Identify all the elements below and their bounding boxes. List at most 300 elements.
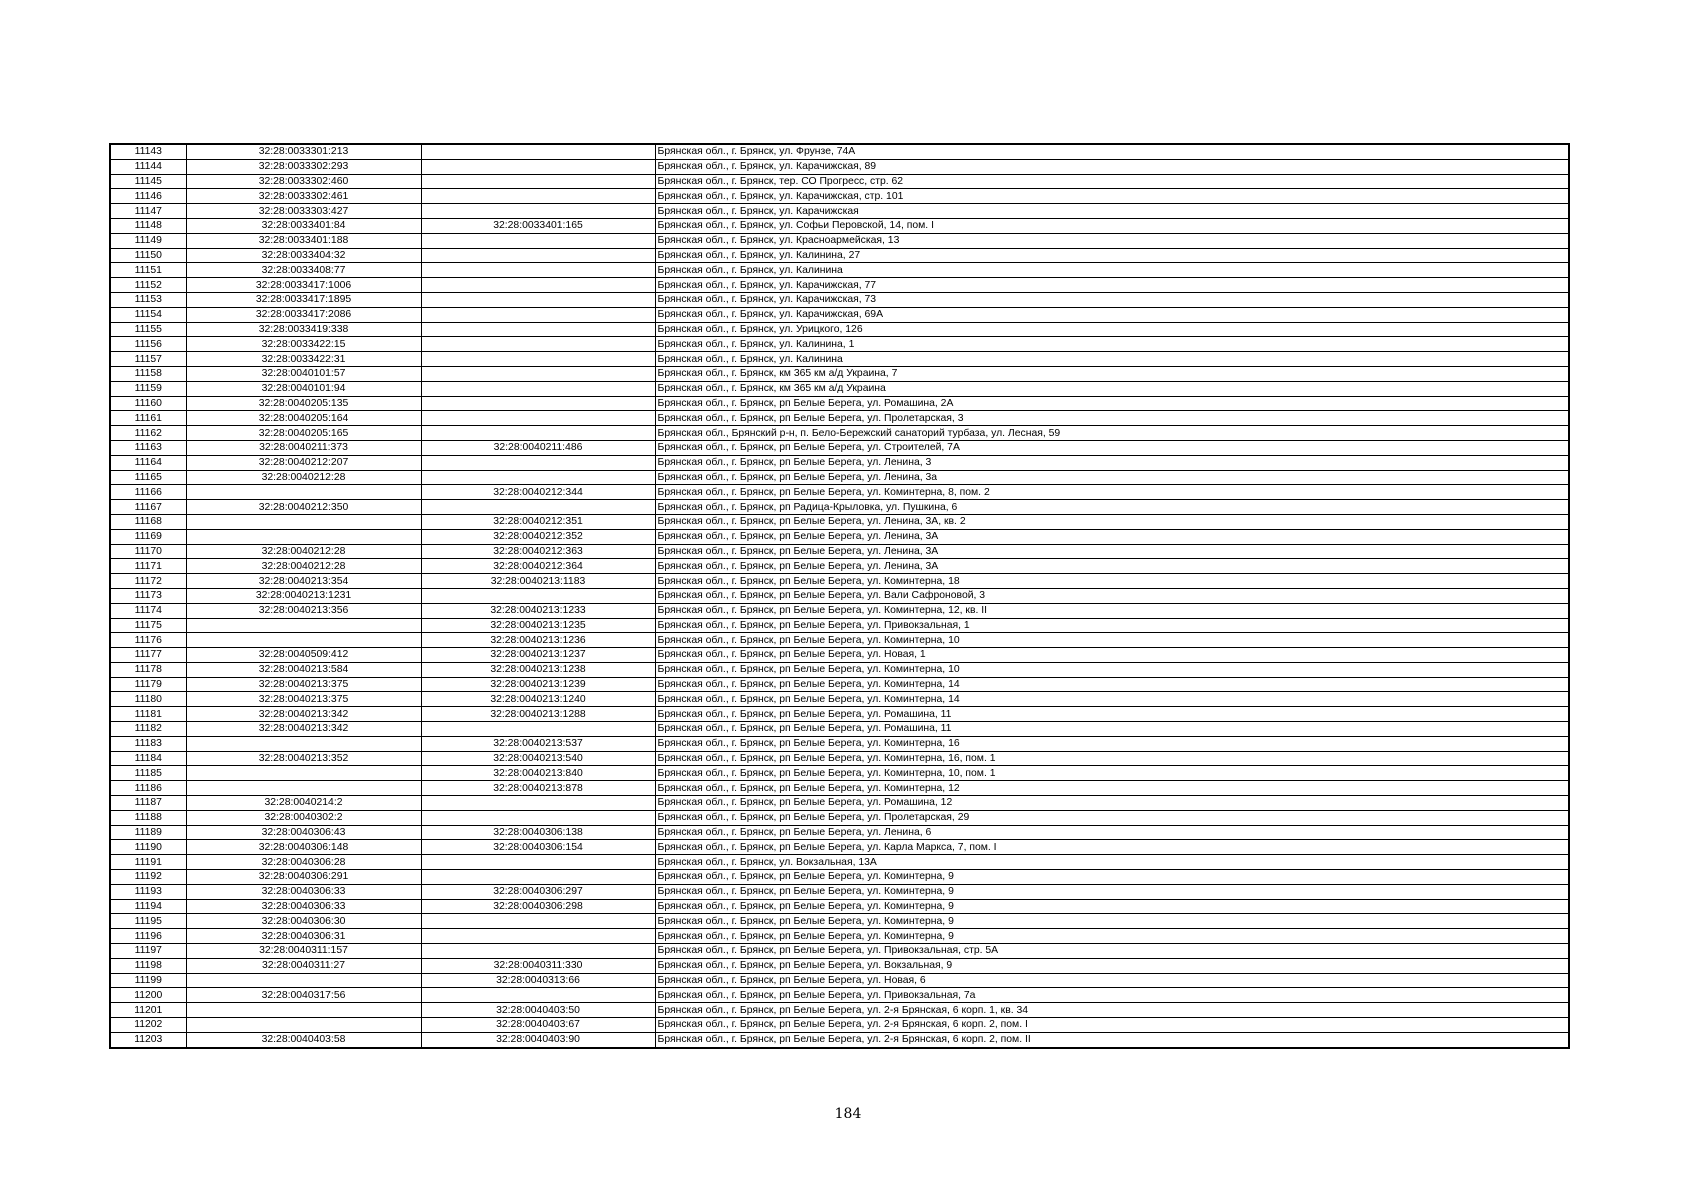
row-number-cell: 11173 — [110, 588, 186, 603]
row-number-cell: 11196 — [110, 929, 186, 944]
cadastral-number-cell: 32:28:0033401:84 — [186, 218, 421, 233]
table-row — [110, 514, 1569, 529]
address-cell: Брянская обл., г. Брянск, рп Белые Берега, ул. Ленина, 3А — [655, 559, 1569, 574]
table-row — [110, 263, 1569, 278]
related-cadastral-number-cell — [421, 144, 655, 159]
address-cell: Брянская обл., г. Брянск, ул. Карачижская, 73 — [655, 292, 1569, 307]
address-cell: Брянская обл., г. Брянск, рп Белые Берега, ул. Коминтерна, 10, пом. 1 — [655, 766, 1569, 781]
row-number-cell: 11156 — [110, 337, 186, 352]
related-cadastral-number-cell — [421, 855, 655, 870]
row-number-cell: 11192 — [110, 870, 186, 885]
related-cadastral-number-cell — [421, 189, 655, 204]
cadastral-number-cell: 32:28:0040213:342 — [186, 722, 421, 737]
row-number-cell: 11154 — [110, 307, 186, 322]
row-number-cell: 11178 — [110, 662, 186, 677]
row-number-cell: 11203 — [110, 1032, 186, 1047]
address-cell: Брянская обл., г. Брянск, рп Белые Берега, ул. Ленина, 3А — [655, 529, 1569, 544]
table-row — [110, 588, 1569, 603]
table-row — [110, 618, 1569, 633]
related-cadastral-number-cell — [421, 278, 655, 293]
related-cadastral-number-cell — [421, 233, 655, 248]
cadastral-number-cell: 32:28:0040214:2 — [186, 796, 421, 811]
address-cell: Брянская обл., г. Брянск, рп Белые Берега, ул. Карла Маркса, 7, пом. I — [655, 840, 1569, 855]
cadastral-number-cell: 32:28:0040212:28 — [186, 559, 421, 574]
related-cadastral-number-cell — [421, 722, 655, 737]
related-cadastral-number-cell: 32:28:0040306:298 — [421, 899, 655, 914]
row-number-cell: 11162 — [110, 426, 186, 441]
row-number-cell: 11202 — [110, 1018, 186, 1033]
cadastral-number-cell: 32:28:0040213:1231 — [186, 588, 421, 603]
table-row — [110, 944, 1569, 959]
table-row — [110, 825, 1569, 840]
cadastral-number-cell — [186, 736, 421, 751]
related-cadastral-number-cell — [421, 337, 655, 352]
cadastral-number-cell: 32:28:0040212:207 — [186, 455, 421, 470]
address-cell: Брянская обл., г. Брянск, рп Белые Берега, ул. Коминтерна, 12 — [655, 781, 1569, 796]
address-cell: Брянская обл., г. Брянск, рп Белые Берега, ул. Ромашина, 11 — [655, 722, 1569, 737]
cadastral-number-cell: 32:28:0040306:31 — [186, 929, 421, 944]
table-row — [110, 189, 1569, 204]
row-number-cell: 11160 — [110, 396, 186, 411]
related-cadastral-number-cell — [421, 988, 655, 1003]
related-cadastral-number-cell: 32:28:0040313:66 — [421, 973, 655, 988]
related-cadastral-number-cell: 32:28:0040403:50 — [421, 1003, 655, 1018]
address-cell: Брянская обл., г. Брянск, рп Белые Берега, ул. Коминтерна, 9 — [655, 914, 1569, 929]
related-cadastral-number-cell — [421, 944, 655, 959]
row-number-cell: 11191 — [110, 855, 186, 870]
address-cell: Брянская обл., г. Брянск, рп Белые Берега, ул. Коминтерна, 16 — [655, 736, 1569, 751]
address-cell: Брянская обл., г. Брянск, рп Белые Берега, ул. Ромашина, 12 — [655, 796, 1569, 811]
related-cadastral-number-cell — [421, 810, 655, 825]
row-number-cell: 11197 — [110, 944, 186, 959]
cadastral-number-cell — [186, 514, 421, 529]
cadastral-number-cell: 32:28:0040306:33 — [186, 884, 421, 899]
related-cadastral-number-cell: 32:28:0040306:154 — [421, 840, 655, 855]
cadastral-number-cell: 32:28:0040306:33 — [186, 899, 421, 914]
related-cadastral-number-cell — [421, 322, 655, 337]
cadastral-number-cell: 32:28:0040205:164 — [186, 411, 421, 426]
cadastral-number-cell: 32:28:0033401:188 — [186, 233, 421, 248]
page-number: 184 — [834, 1106, 862, 1122]
related-cadastral-number-cell: 32:28:0040212:363 — [421, 544, 655, 559]
cadastral-number-cell: 32:28:0033301:213 — [186, 144, 421, 159]
address-cell: Брянская обл., г. Брянск, ул. Калинина, 27 — [655, 248, 1569, 263]
row-number-cell: 11169 — [110, 529, 186, 544]
related-cadastral-number-cell — [421, 159, 655, 174]
table-row — [110, 337, 1569, 352]
related-cadastral-number-cell: 32:28:0040306:138 — [421, 825, 655, 840]
table-row — [110, 988, 1569, 1003]
table-row — [110, 307, 1569, 322]
row-number-cell: 11193 — [110, 884, 186, 899]
address-cell: Брянская обл., г. Брянск, рп Белые Берега, ул. Вокзальная, 9 — [655, 958, 1569, 973]
cadastral-number-cell: 32:28:0040212:28 — [186, 470, 421, 485]
row-number-cell: 11159 — [110, 381, 186, 396]
address-cell: Брянская обл., г. Брянск, рп Белые Берега, ул. Привокзальная, стр. 5А — [655, 944, 1569, 959]
table-row — [110, 796, 1569, 811]
table-row — [110, 736, 1569, 751]
related-cadastral-number-cell — [421, 396, 655, 411]
address-cell: Брянская обл., Брянский р-н, п. Бело-Бережский санаторий турбаза, ул. Лесная, 59 — [655, 426, 1569, 441]
cadastral-number-cell — [186, 633, 421, 648]
cadastral-number-cell: 32:28:0033422:15 — [186, 337, 421, 352]
cadastral-number-cell: 32:28:0033302:293 — [186, 159, 421, 174]
table-row — [110, 411, 1569, 426]
row-number-cell: 11180 — [110, 692, 186, 707]
address-cell: Брянская обл., г. Брянск, рп Белые Берега, ул. 2-я Брянская, 6 корп. 2, пом. II — [655, 1032, 1569, 1047]
related-cadastral-number-cell — [421, 204, 655, 219]
cadastral-number-cell — [186, 766, 421, 781]
row-number-cell: 11194 — [110, 899, 186, 914]
address-cell: Брянская обл., г. Брянск, рп Белые Берега, ул. Новая, 1 — [655, 648, 1569, 663]
cadastral-number-cell: 32:28:0040509:412 — [186, 648, 421, 663]
table-row — [110, 278, 1569, 293]
related-cadastral-number-cell — [421, 381, 655, 396]
address-cell: Брянская обл., г. Брянск, рп Белые Берега, ул. Коминтерна, 10 — [655, 633, 1569, 648]
row-number-cell: 11143 — [110, 144, 186, 159]
address-cell: Брянская обл., г. Брянск, рп Белые Берега, ул. Коминтерна, 14 — [655, 692, 1569, 707]
table-row — [110, 352, 1569, 367]
row-number-cell: 11182 — [110, 722, 186, 737]
cadastral-number-cell: 32:28:0040213:354 — [186, 574, 421, 589]
related-cadastral-number-cell: 32:28:0040213:1183 — [421, 574, 655, 589]
row-number-cell: 11172 — [110, 574, 186, 589]
cadastral-number-cell: 32:28:0040212:28 — [186, 544, 421, 559]
table-row — [110, 440, 1569, 455]
related-cadastral-number-cell — [421, 263, 655, 278]
cadastral-number-cell: 32:28:0040205:165 — [186, 426, 421, 441]
address-cell: Брянская обл., г. Брянск, рп Белые Берега, ул. Коминтерна, 9 — [655, 899, 1569, 914]
table-row — [110, 470, 1569, 485]
address-cell: Брянская обл., г. Брянск, рп Белые Берега, ул. Привокзальная, 1 — [655, 618, 1569, 633]
registry-table — [109, 143, 1570, 1049]
row-number-cell: 11177 — [110, 648, 186, 663]
related-cadastral-number-cell — [421, 870, 655, 885]
row-number-cell: 11200 — [110, 988, 186, 1003]
row-number-cell: 11189 — [110, 825, 186, 840]
row-number-cell: 11195 — [110, 914, 186, 929]
address-cell: Брянская обл., г. Брянск, ул. Калинина — [655, 352, 1569, 367]
address-cell: Брянская обл., г. Брянск, тер. СО Прогресс, стр. 62 — [655, 174, 1569, 189]
related-cadastral-number-cell: 32:28:0033401:165 — [421, 218, 655, 233]
address-cell: Брянская обл., г. Брянск, рп Белые Берега, ул. Коминтерна, 10 — [655, 662, 1569, 677]
table-row — [110, 248, 1569, 263]
cadastral-number-cell: 32:28:0040306:148 — [186, 840, 421, 855]
table-row — [110, 426, 1569, 441]
related-cadastral-number-cell: 32:28:0040213:1239 — [421, 677, 655, 692]
address-cell: Брянская обл., г. Брянск, ул. Карачижская, 69А — [655, 307, 1569, 322]
cadastral-number-cell — [186, 618, 421, 633]
table-row — [110, 233, 1569, 248]
registry-table-body — [110, 144, 1569, 1048]
table-row — [110, 529, 1569, 544]
related-cadastral-number-cell: 32:28:0040213:540 — [421, 751, 655, 766]
table-row — [110, 292, 1569, 307]
cadastral-number-cell: 32:28:0040317:56 — [186, 988, 421, 1003]
address-cell: Брянская обл., г. Брянск, ул. Калинина — [655, 263, 1569, 278]
cadastral-number-cell: 32:28:0040213:375 — [186, 692, 421, 707]
related-cadastral-number-cell: 32:28:0040211:486 — [421, 440, 655, 455]
address-cell: Брянская обл., г. Брянск, рп Белые Берега, ул. Новая, 6 — [655, 973, 1569, 988]
cadastral-number-cell: 32:28:0033404:32 — [186, 248, 421, 263]
cadastral-number-cell — [186, 1003, 421, 1018]
row-number-cell: 11163 — [110, 440, 186, 455]
row-number-cell: 11155 — [110, 322, 186, 337]
row-number-cell: 11190 — [110, 840, 186, 855]
cadastral-number-cell — [186, 973, 421, 988]
cadastral-number-cell: 32:28:0040213:375 — [186, 677, 421, 692]
address-cell: Брянская обл., г. Брянск, км 365 км а/д Украина — [655, 381, 1569, 396]
address-cell: Брянская обл., г. Брянск, рп Белые Берега, ул. Пролетарская, 29 — [655, 810, 1569, 825]
row-number-cell: 11185 — [110, 766, 186, 781]
cadastral-number-cell: 32:28:0033422:31 — [186, 352, 421, 367]
address-cell: Брянская обл., г. Брянск, рп Белые Берега, ул. Ромашина, 2А — [655, 396, 1569, 411]
address-cell: Брянская обл., г. Брянск, км 365 км а/д Украина, 7 — [655, 366, 1569, 381]
address-cell: Брянская обл., г. Брянск, рп Белые Берега, ул. Коминтерна, 9 — [655, 884, 1569, 899]
cadastral-number-cell: 32:28:0040306:28 — [186, 855, 421, 870]
related-cadastral-number-cell — [421, 796, 655, 811]
address-cell: Брянская обл., г. Брянск, ул. Карачижская — [655, 204, 1569, 219]
cadastral-number-cell: 32:28:0033419:338 — [186, 322, 421, 337]
row-number-cell: 11179 — [110, 677, 186, 692]
related-cadastral-number-cell: 32:28:0040403:90 — [421, 1032, 655, 1047]
address-cell: Брянская обл., г. Брянск, рп Белые Берега, ул. Строителей, 7А — [655, 440, 1569, 455]
cadastral-number-cell: 32:28:0033417:2086 — [186, 307, 421, 322]
table-row — [110, 870, 1569, 885]
row-number-cell: 11187 — [110, 796, 186, 811]
table-row — [110, 455, 1569, 470]
table-row — [110, 204, 1569, 219]
row-number-cell: 11165 — [110, 470, 186, 485]
table-row — [110, 218, 1569, 233]
related-cadastral-number-cell — [421, 929, 655, 944]
related-cadastral-number-cell — [421, 500, 655, 515]
row-number-cell: 11171 — [110, 559, 186, 574]
table-row — [110, 855, 1569, 870]
related-cadastral-number-cell — [421, 366, 655, 381]
address-cell: Брянская обл., г. Брянск, рп Белые Берега, ул. Ленина, 3А — [655, 544, 1569, 559]
table-row — [110, 766, 1569, 781]
address-cell: Брянская обл., г. Брянск, ул. Карачижская, 89 — [655, 159, 1569, 174]
cadastral-number-cell: 32:28:0040302:2 — [186, 810, 421, 825]
related-cadastral-number-cell — [421, 455, 655, 470]
table-row — [110, 366, 1569, 381]
cadastral-number-cell: 32:28:0040212:350 — [186, 500, 421, 515]
address-cell: Брянская обл., г. Брянск, ул. Софьи Перовской, 14, пом. I — [655, 218, 1569, 233]
cadastral-number-cell: 32:28:0033302:460 — [186, 174, 421, 189]
row-number-cell: 11174 — [110, 603, 186, 618]
cadastral-number-cell: 32:28:0040213:356 — [186, 603, 421, 618]
table-row — [110, 751, 1569, 766]
related-cadastral-number-cell: 32:28:0040213:1233 — [421, 603, 655, 618]
row-number-cell: 11153 — [110, 292, 186, 307]
table-row — [110, 810, 1569, 825]
row-number-cell: 11176 — [110, 633, 186, 648]
table-row — [110, 174, 1569, 189]
address-cell: Брянская обл., г. Брянск, рп Белые Берега, ул. Коминтерна, 16, пом. 1 — [655, 751, 1569, 766]
table-row — [110, 559, 1569, 574]
address-cell: Брянская обл., г. Брянск, рп Белые Берега, ул. Ленина, 6 — [655, 825, 1569, 840]
address-cell: Брянская обл., г. Брянск, рп Белые Берега, ул. Вали Сафроновой, 3 — [655, 588, 1569, 603]
related-cadastral-number-cell: 32:28:0040213:1288 — [421, 707, 655, 722]
address-cell: Брянская обл., г. Брянск, рп Белые Берега, ул. Коминтерна, 9 — [655, 929, 1569, 944]
address-cell: Брянская обл., г. Брянск, рп Белые Берега, ул. Коминтерна, 9 — [655, 870, 1569, 885]
table-row — [110, 884, 1569, 899]
table-row — [110, 692, 1569, 707]
related-cadastral-number-cell — [421, 470, 655, 485]
related-cadastral-number-cell — [421, 248, 655, 263]
related-cadastral-number-cell: 32:28:0040311:330 — [421, 958, 655, 973]
table-row — [110, 929, 1569, 944]
row-number-cell: 11150 — [110, 248, 186, 263]
address-cell: Брянская обл., г. Брянск, рп Белые Берега, ул. Коминтерна, 12, кв. II — [655, 603, 1569, 618]
row-number-cell: 11184 — [110, 751, 186, 766]
table-row — [110, 722, 1569, 737]
cadastral-number-cell: 32:28:0040205:135 — [186, 396, 421, 411]
related-cadastral-number-cell — [421, 292, 655, 307]
row-number-cell: 11181 — [110, 707, 186, 722]
table-row — [110, 144, 1569, 159]
related-cadastral-number-cell: 32:28:0040306:297 — [421, 884, 655, 899]
cadastral-number-cell: 32:28:0033303:427 — [186, 204, 421, 219]
table-row — [110, 633, 1569, 648]
address-cell: Брянская обл., г. Брянск, ул. Фрунзе, 74А — [655, 144, 1569, 159]
table-row — [110, 1003, 1569, 1018]
cadastral-number-cell: 32:28:0040306:291 — [186, 870, 421, 885]
related-cadastral-number-cell: 32:28:0040213:840 — [421, 766, 655, 781]
table-row — [110, 958, 1569, 973]
row-number-cell: 11198 — [110, 958, 186, 973]
row-number-cell: 11164 — [110, 455, 186, 470]
address-cell: Брянская обл., г. Брянск, рп Белые Берега, ул. Коминтерна, 8, пом. 2 — [655, 485, 1569, 500]
related-cadastral-number-cell: 32:28:0040213:1240 — [421, 692, 655, 707]
cadastral-number-cell: 32:28:0033417:1895 — [186, 292, 421, 307]
row-number-cell: 11149 — [110, 233, 186, 248]
cadastral-number-cell: 32:28:0040306:43 — [186, 825, 421, 840]
address-cell: Брянская обл., г. Брянск, ул. Урицкого, 126 — [655, 322, 1569, 337]
address-cell: Брянская обл., г. Брянск, рп Радица-Крыловка, ул. Пушкина, 6 — [655, 500, 1569, 515]
row-number-cell: 11201 — [110, 1003, 186, 1018]
related-cadastral-number-cell — [421, 411, 655, 426]
row-number-cell: 11152 — [110, 278, 186, 293]
related-cadastral-number-cell: 32:28:0040403:67 — [421, 1018, 655, 1033]
row-number-cell: 11186 — [110, 781, 186, 796]
row-number-cell: 11188 — [110, 810, 186, 825]
related-cadastral-number-cell — [421, 174, 655, 189]
address-cell: Брянская обл., г. Брянск, рп Белые Берега, ул. Ленина, 3а — [655, 470, 1569, 485]
table-row — [110, 396, 1569, 411]
related-cadastral-number-cell: 32:28:0040213:1237 — [421, 648, 655, 663]
related-cadastral-number-cell: 32:28:0040213:1236 — [421, 633, 655, 648]
cadastral-number-cell: 32:28:0040213:584 — [186, 662, 421, 677]
address-cell: Брянская обл., г. Брянск, ул. Красноармейская, 13 — [655, 233, 1569, 248]
table-row — [110, 781, 1569, 796]
cadastral-number-cell: 32:28:0040403:58 — [186, 1032, 421, 1047]
table-row — [110, 544, 1569, 559]
row-number-cell: 11167 — [110, 500, 186, 515]
address-cell: Брянская обл., г. Брянск, рп Белые Берега, ул. Коминтерна, 18 — [655, 574, 1569, 589]
address-cell: Брянская обл., г. Брянск, рп Белые Берега, ул. 2-я Брянская, 6 корп. 1, кв. 34 — [655, 1003, 1569, 1018]
row-number-cell: 11157 — [110, 352, 186, 367]
cadastral-number-cell: 32:28:0040213:352 — [186, 751, 421, 766]
row-number-cell: 11175 — [110, 618, 186, 633]
related-cadastral-number-cell: 32:28:0040212:352 — [421, 529, 655, 544]
cadastral-number-cell: 32:28:0040311:157 — [186, 944, 421, 959]
related-cadastral-number-cell — [421, 352, 655, 367]
table-row — [110, 840, 1569, 855]
table-row — [110, 500, 1569, 515]
table-row — [110, 159, 1569, 174]
row-number-cell: 11144 — [110, 159, 186, 174]
table-row — [110, 914, 1569, 929]
table-row — [110, 381, 1569, 396]
table-row — [110, 677, 1569, 692]
row-number-cell: 11147 — [110, 204, 186, 219]
related-cadastral-number-cell: 32:28:0040213:537 — [421, 736, 655, 751]
cadastral-number-cell: 32:28:0033302:461 — [186, 189, 421, 204]
address-cell: Брянская обл., г. Брянск, ул. Калинина, 1 — [655, 337, 1569, 352]
related-cadastral-number-cell — [421, 914, 655, 929]
related-cadastral-number-cell: 32:28:0040212:351 — [421, 514, 655, 529]
address-cell: Брянская обл., г. Брянск, рп Белые Берега, ул. Коминтерна, 14 — [655, 677, 1569, 692]
address-cell: Брянская обл., г. Брянск, ул. Карачижская, стр. 101 — [655, 189, 1569, 204]
table-row — [110, 648, 1569, 663]
table-row — [110, 1032, 1569, 1047]
related-cadastral-number-cell — [421, 307, 655, 322]
cadastral-number-cell — [186, 1018, 421, 1033]
row-number-cell: 11168 — [110, 514, 186, 529]
table-row — [110, 707, 1569, 722]
address-cell: Брянская обл., г. Брянск, ул. Вокзальная, 13А — [655, 855, 1569, 870]
cadastral-number-cell — [186, 529, 421, 544]
related-cadastral-number-cell — [421, 426, 655, 441]
cadastral-number-cell: 32:28:0040213:342 — [186, 707, 421, 722]
table-row — [110, 574, 1569, 589]
table-row — [110, 322, 1569, 337]
address-cell: Брянская обл., г. Брянск, рп Белые Берега, ул. Ленина, 3 — [655, 455, 1569, 470]
row-number-cell: 11170 — [110, 544, 186, 559]
table-row — [110, 662, 1569, 677]
table-row — [110, 603, 1569, 618]
cadastral-number-cell: 32:28:0040311:27 — [186, 958, 421, 973]
address-cell: Брянская обл., г. Брянск, рп Белые Берега, ул. 2-я Брянская, 6 корп. 2, пом. I — [655, 1018, 1569, 1033]
row-number-cell: 11148 — [110, 218, 186, 233]
table-row — [110, 973, 1569, 988]
cadastral-number-cell: 32:28:0033417:1006 — [186, 278, 421, 293]
table-row — [110, 1018, 1569, 1033]
cadastral-number-cell: 32:28:0040101:94 — [186, 381, 421, 396]
address-cell: Брянская обл., г. Брянск, рп Белые Берега, ул. Пролетарская, 3 — [655, 411, 1569, 426]
related-cadastral-number-cell — [421, 588, 655, 603]
row-number-cell: 11158 — [110, 366, 186, 381]
address-cell: Брянская обл., г. Брянск, ул. Карачижская, 77 — [655, 278, 1569, 293]
cadastral-number-cell: 32:28:0040101:57 — [186, 366, 421, 381]
row-number-cell: 11166 — [110, 485, 186, 500]
row-number-cell: 11145 — [110, 174, 186, 189]
table-row — [110, 485, 1569, 500]
related-cadastral-number-cell: 32:28:0040213:878 — [421, 781, 655, 796]
row-number-cell: 11161 — [110, 411, 186, 426]
address-cell: Брянская обл., г. Брянск, рп Белые Берега, ул. Ленина, 3А, кв. 2 — [655, 514, 1569, 529]
row-number-cell: 11183 — [110, 736, 186, 751]
cadastral-number-cell: 32:28:0033408:77 — [186, 263, 421, 278]
row-number-cell: 11146 — [110, 189, 186, 204]
cadastral-number-cell: 32:28:0040211:373 — [186, 440, 421, 455]
address-cell: Брянская обл., г. Брянск, рп Белые Берега, ул. Привокзальная, 7а — [655, 988, 1569, 1003]
row-number-cell: 11151 — [110, 263, 186, 278]
cadastral-number-cell — [186, 781, 421, 796]
related-cadastral-number-cell: 32:28:0040213:1235 — [421, 618, 655, 633]
